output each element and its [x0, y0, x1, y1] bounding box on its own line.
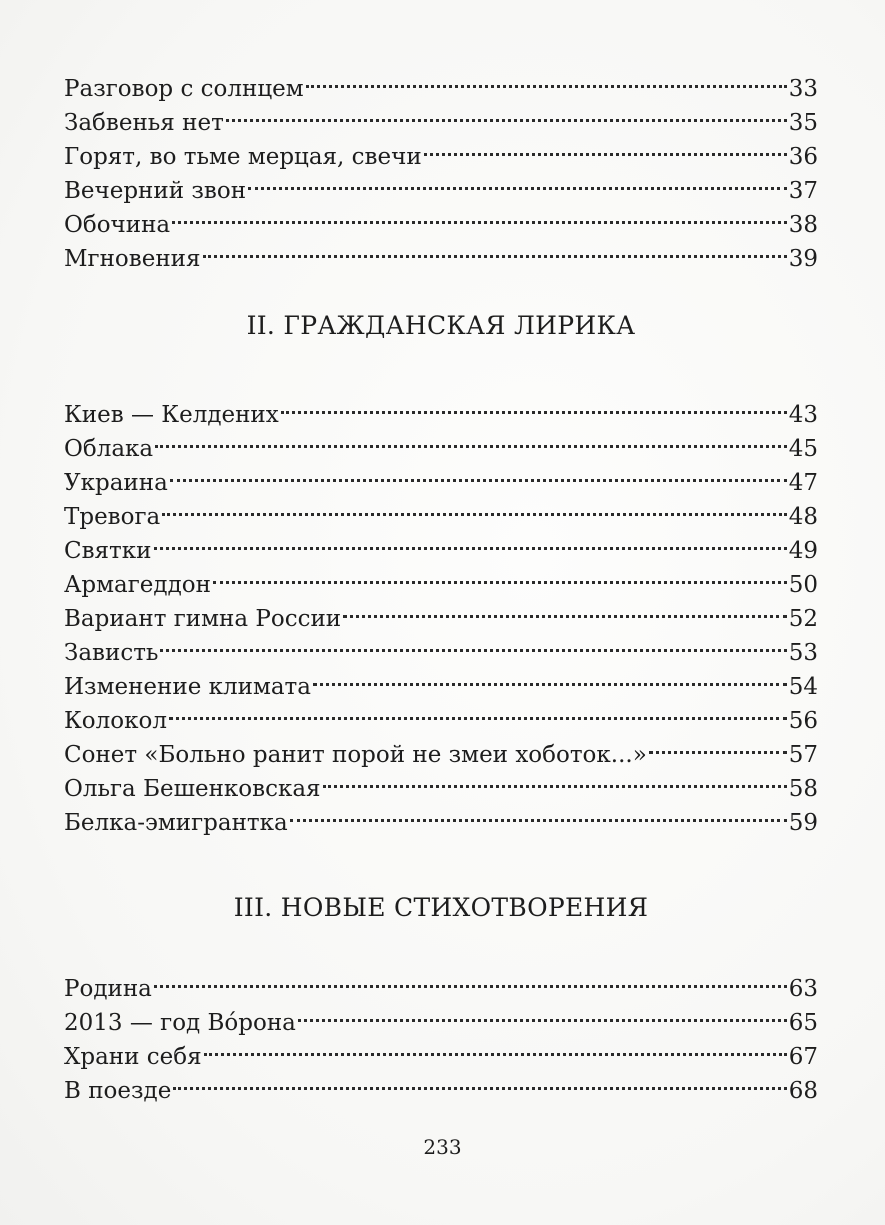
toc-entry — [64, 558, 818, 598]
toc-entry-page: 53 — [788, 640, 818, 666]
dot-leader — [649, 728, 787, 762]
toc-entry-page: 37 — [788, 178, 818, 204]
dot-leader — [213, 558, 787, 592]
toc-section-2 — [64, 388, 818, 836]
page-number: 233 — [423, 1135, 462, 1159]
dot-leader — [226, 96, 787, 130]
dot-leader — [424, 130, 787, 164]
toc-entry-page: 67 — [788, 1044, 818, 1070]
toc-entry-title: Армагеддон — [64, 572, 211, 598]
toc-entry-page: 49 — [788, 538, 818, 564]
toc-entry — [64, 524, 818, 564]
toc-section-3 — [64, 962, 818, 1104]
toc-entry-page: 38 — [788, 212, 818, 238]
dot-leader — [170, 456, 787, 490]
toc-entry — [64, 232, 818, 272]
toc-entry-title: Вариант гимна России — [64, 606, 342, 632]
dot-leader — [203, 232, 787, 266]
toc-entry-title: 2013 — год Вóрона — [64, 1010, 296, 1036]
dot-leader — [154, 524, 787, 558]
toc-entry-page: 65 — [788, 1010, 818, 1036]
toc-entry — [64, 456, 818, 496]
toc-entry-page: 56 — [788, 708, 818, 734]
toc-entry — [64, 728, 818, 768]
toc-entry — [64, 62, 818, 102]
dot-leader — [306, 62, 787, 96]
toc-entry — [64, 660, 818, 700]
toc-group-continued — [64, 62, 818, 272]
dot-leader — [290, 796, 787, 830]
toc-entry-title: Вечерний звон — [64, 178, 247, 204]
dot-leader — [248, 164, 787, 198]
toc-entry-title: Тревога — [64, 504, 161, 530]
toc-entry — [64, 962, 818, 1002]
dot-leader — [343, 592, 787, 626]
toc-entry-page: 45 — [788, 436, 818, 462]
toc-entry-title: Мгновения — [64, 246, 201, 272]
dot-leader — [281, 388, 787, 422]
toc-entry-title: Киев — Келдених — [64, 402, 279, 428]
dot-leader — [172, 198, 787, 232]
dot-leader — [298, 996, 787, 1030]
toc-entry-title: Изменение климата — [64, 674, 311, 700]
toc-entry-page: 43 — [788, 402, 818, 428]
toc-entry-title: Украина — [64, 470, 168, 496]
toc-entry-page: 35 — [788, 110, 818, 136]
toc-entry — [64, 388, 818, 428]
dot-leader — [204, 1030, 787, 1064]
toc-entry-title: Обочина — [64, 212, 171, 238]
dot-leader — [323, 762, 787, 796]
toc-entry-page: 50 — [788, 572, 818, 598]
toc-entry-title: Зависть — [64, 640, 159, 666]
toc-entry-title: Ольга Бешенковская — [64, 776, 321, 802]
toc-entry-title: Храни себя — [64, 1044, 202, 1070]
toc-entry-title: Родина — [64, 976, 152, 1002]
toc-entry-title: Белка-эмигрантка — [64, 810, 288, 836]
toc-entry-title: Облака — [64, 436, 154, 462]
toc-entry — [64, 422, 818, 462]
toc-entry-title: Святки — [64, 538, 152, 564]
toc-entry-title: Колокол — [64, 708, 167, 734]
toc-entry-title: Разговор с солнцем — [64, 76, 304, 102]
dot-leader — [160, 626, 786, 660]
toc-entry-title: В поезде — [64, 1078, 172, 1104]
toc-entry-title: Забвенья нет — [64, 110, 224, 136]
toc-entry — [64, 198, 818, 238]
toc-entry-page: 54 — [788, 674, 818, 700]
toc-entry-page: 39 — [788, 246, 818, 272]
toc-entry-page: 68 — [788, 1078, 818, 1104]
toc-entry-page: 36 — [788, 144, 818, 170]
toc-entry-page: 59 — [788, 810, 818, 836]
toc-entry-page: 48 — [788, 504, 818, 530]
toc-entry-page: 47 — [788, 470, 818, 496]
toc-entry — [64, 490, 818, 530]
toc-entry — [64, 694, 818, 734]
toc-entry — [64, 1064, 818, 1104]
dot-leader — [173, 1064, 786, 1098]
dot-leader — [154, 962, 787, 996]
toc-entry-title: Сонет «Больно ранит порой не змеи хоботок...» — [64, 742, 647, 768]
section-heading-3: III. НОВЫЕ СТИХОТВОРЕНИЯ — [233, 893, 649, 922]
toc-entry — [64, 996, 818, 1036]
toc-entry-page: 58 — [788, 776, 818, 802]
toc-entry — [64, 626, 818, 666]
dot-leader — [155, 422, 787, 456]
toc-entry-page: 63 — [788, 976, 818, 1002]
dot-leader — [162, 490, 786, 524]
toc-entry-page: 57 — [788, 742, 818, 768]
toc-entry-page: 33 — [788, 76, 818, 102]
toc-entry-title: Горят, во тьме мерцая, свечи — [64, 144, 422, 170]
dot-leader — [169, 694, 787, 728]
dot-leader — [313, 660, 787, 694]
section-heading-2: II. ГРАЖДАНСКАЯ ЛИРИКА — [246, 311, 636, 340]
toc-entry-page: 52 — [788, 606, 818, 632]
